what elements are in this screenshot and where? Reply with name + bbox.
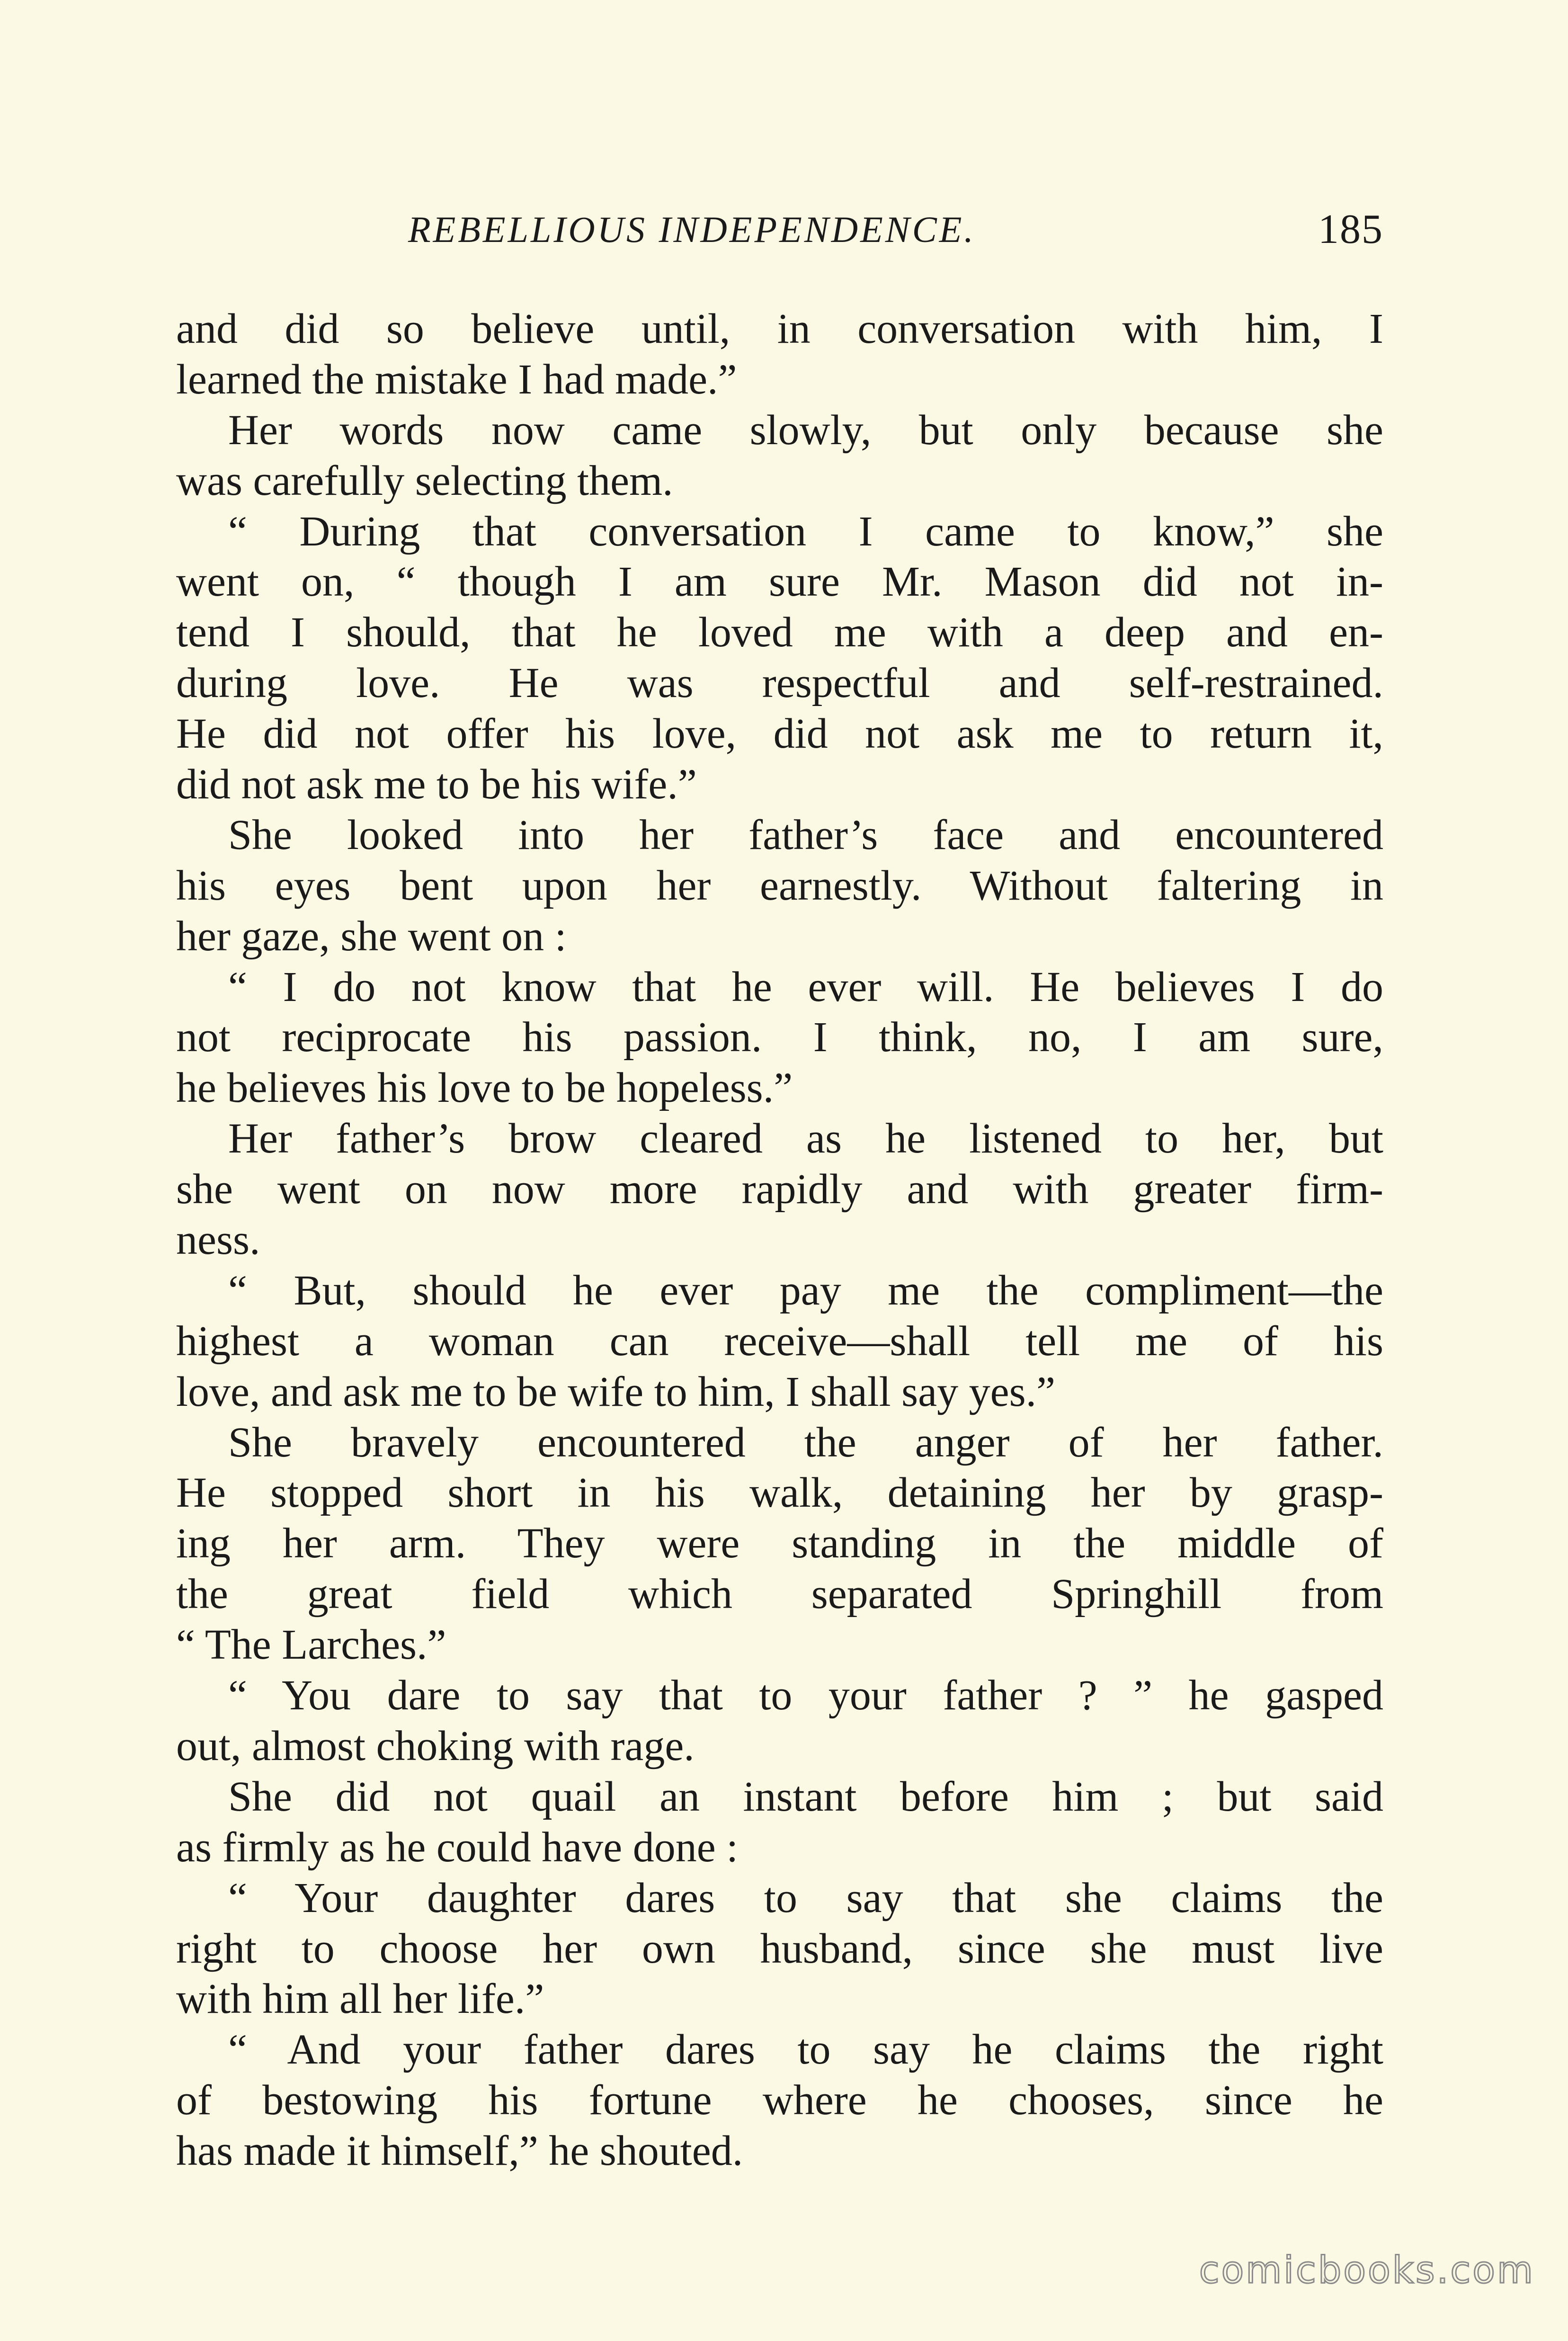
page-header	[176, 199, 1383, 275]
text-line: “ You dare to say that to your father ? ” he gasped	[228, 1672, 1383, 1719]
text-line: his eyes bent upon her earnestly. Without faltering in	[176, 862, 1383, 909]
text-line: “ And your father dares to say he claims the right	[228, 2026, 1383, 2073]
text-line: her gaze, she went on :	[176, 912, 567, 960]
text-line: She bravely encountered the anger of her father.	[228, 1419, 1383, 1466]
text-line: She did not quail an instant before him ; but said	[228, 1773, 1383, 1820]
text-line: Her words now came slowly, but only because she	[228, 406, 1383, 454]
text-line: the great field which separated Springhill from	[176, 1571, 1383, 1618]
book-page	[176, 199, 1383, 2177]
text-line: highest a woman can receive—shall tell me of his	[176, 1317, 1383, 1365]
watermark: comicbooks.com	[1199, 2249, 1535, 2292]
text-line: did not ask me to be his wife.”	[176, 761, 697, 808]
text-line: “ The Larches.”	[176, 1621, 446, 1669]
text-line: has made it himself,” he shouted.	[176, 2127, 743, 2175]
running-title: REBELLIOUS INDEPENDENCE.	[408, 209, 976, 250]
text-line: as firmly as he could have done :	[176, 1823, 739, 1871]
text-line: learned the mistake I had made.”	[176, 356, 737, 403]
text-line: She looked into her father’s face and encountered	[228, 811, 1383, 858]
text-line: He stopped short in his walk, detaining her by grasp-	[176, 1469, 1383, 1517]
body-text	[176, 304, 1383, 2177]
text-line: ing her arm. They were standing in the middle of	[176, 1520, 1383, 1567]
text-line: not reciprocate his passion. I think, no, I am sure,	[176, 1014, 1383, 1061]
text-line: was carefully selecting them.	[176, 457, 673, 504]
text-line: He did not offer his love, did not ask me to return it,	[176, 710, 1383, 758]
text-line: ness.	[176, 1216, 260, 1264]
text-line: love, and ask me to be wife to him, I shall say yes.”	[176, 1368, 1056, 1415]
text-line: with him all her life.”	[176, 1975, 544, 2023]
text-line: he believes his love to be hopeless.”	[176, 1064, 793, 1112]
text-line: during love. He was respectful and self-restrained.	[176, 660, 1383, 707]
page-number: 185	[1318, 206, 1383, 252]
text-line: out, almost choking with rage.	[176, 1722, 695, 1769]
text-line: tend I should, that he loved me with a deep and en-	[176, 609, 1383, 656]
text-line: went on, “ though I am sure Mr. Mason did not in-	[176, 558, 1383, 606]
text-line: of bestowing his fortune where he chooses, since he	[176, 2077, 1383, 2124]
text-line: she went on now more rapidly and with greater firm-	[176, 1166, 1383, 1213]
text-line: Her father’s brow cleared as he listened to her, but	[228, 1115, 1383, 1162]
text-line: right to choose her own husband, since she must live	[176, 1925, 1383, 1972]
text-line: “ During that conversation I came to know,” she	[228, 508, 1383, 555]
text-line: “ I do not know that he ever will. He believes I do	[228, 963, 1383, 1010]
text-line: “ Your daughter dares to say that she claims the	[228, 1874, 1383, 1921]
text-line: “ But, should he ever pay me the compliment—the	[228, 1267, 1383, 1314]
text-line: and did so believe until, in conversation with him, I	[176, 305, 1383, 352]
